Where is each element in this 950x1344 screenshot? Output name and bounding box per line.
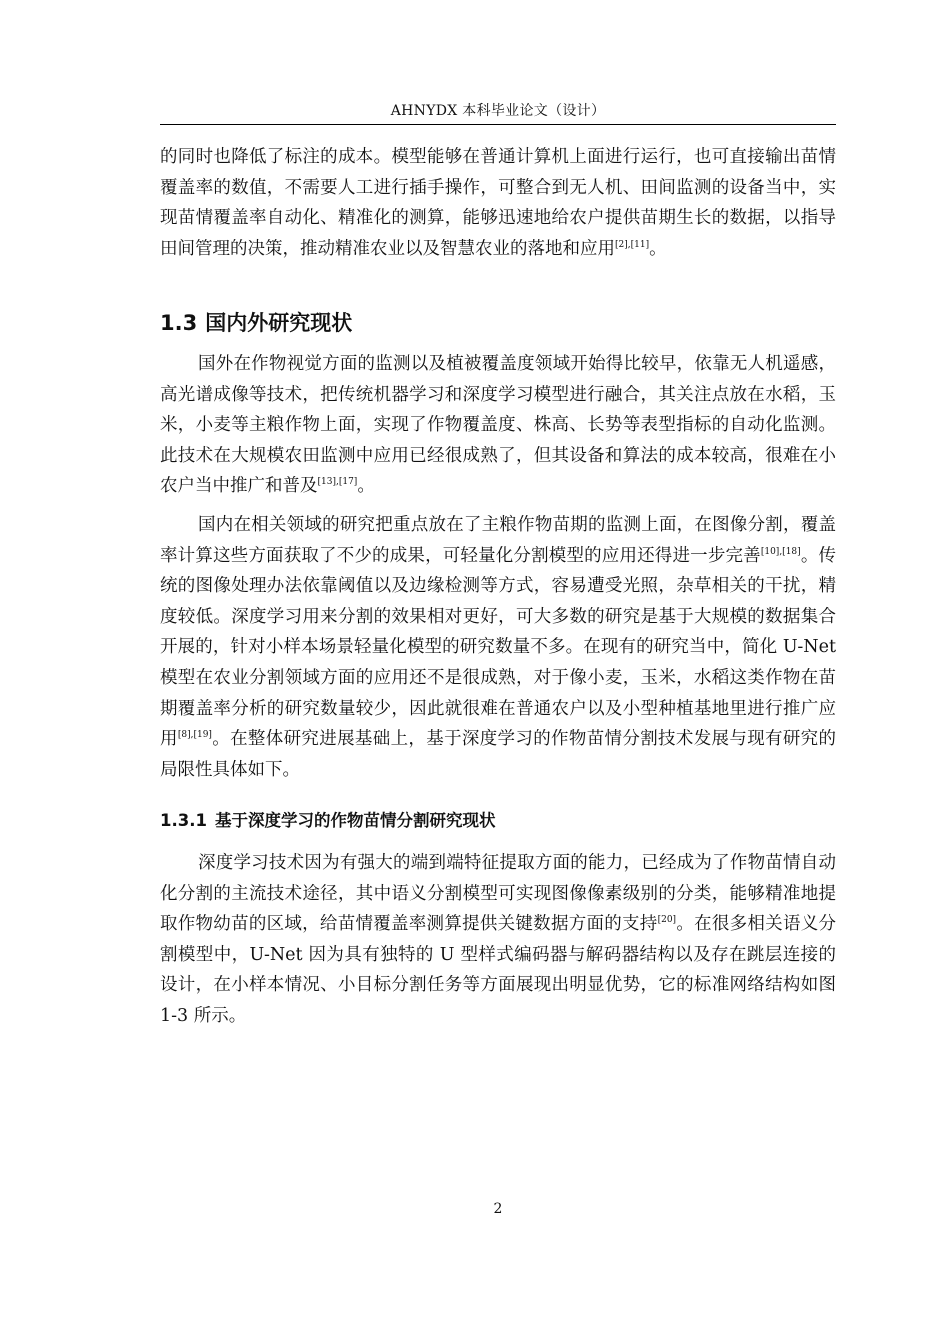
- citation: [13],[17]: [317, 477, 358, 488]
- paragraph-text: 国外在作物视觉方面的监测以及植被覆盖度领域开始得比较早，依靠无人机遥感，高光谱成像等技术，把传统机器学习和深度学习模型进行融合，其关注点放在水稻，玉米，小麦等主粮作物上面，实现了作物覆盖度、株高、长势等表型指标的自动化监测。此技术在大规模农田监测中应用已经很成熟了，但其设备和算法的成本较高，很难在小农户当中推广和普及: [160, 354, 836, 497]
- paragraph-text: 。在整体研究进展基础上，基于深度学习的作物苗情分割技术发展与现有研究的局限性具体如下。: [160, 729, 837, 780]
- paragraph-text: 。传统的图像处理办法依靠阈值以及边缘检测等方式，容易遭受光照，杂草相关的干扰，精度较低。深度学习用来分割的效果相对更好，可大多数的研究是基于大规模的数据集合开展的，针对小样本场景轻量化模型的研究数量不多。在现有的研究当中，简化 U-Net 模型在农业分割领域方面的应用还不是很成熟，对于像小麦，玉米，水稻这类作物在苗期覆盖率分析的研究数量较少，因此就很难在普通农户以及小型种植基地里进行推广应用: [160, 545, 836, 750]
- paragraph-foreign-research: [160, 349, 836, 502]
- citation: [20]: [657, 915, 677, 926]
- paragraph-text: 。在很多相关语义分割模型中，U-Net 因为具有独特的 U 型样式编码器与解码器结构以及存在跳层连接的设计，在小样本情况、小目标分割任务等方面展现出明显优势，它的标准网络结构如图 1-3 所示。: [160, 914, 836, 1026]
- section-number: 1.3: [160, 311, 198, 335]
- paragraph-end: 。: [357, 476, 375, 497]
- citation: [10],[18]: [760, 546, 801, 557]
- subsection-title: 基于深度学习的作物苗情分割研究现状: [214, 811, 496, 830]
- paragraph-text: 的同时也降低了标注的成本。模型能够在普通计算机上面进行运行，也可直接输出苗情覆盖率的数值，不需要人工进行插手操作，可整合到无人机、田间监测的设备当中，实现苗情覆盖率自动化、精准化的测算，能够迅速地给农户提供苗期生长的数据，以指导田间管理的决策，推动精准农业以及智慧农业的落地和应用: [160, 147, 836, 259]
- paragraph-text: 国内在相关领域的研究把重点放在了主粮作物苗期的监测上面，在图像分割，覆盖率计算这些方面获取了不少的成果，可轻量化分割模型的应用还得进一步完善: [160, 515, 836, 566]
- paragraph-deep-learning-segmentation: [160, 848, 836, 1032]
- subsection-number: 1.3.1: [160, 811, 207, 830]
- continuation-paragraph: [160, 142, 836, 264]
- section-title: 国内外研究现状: [205, 311, 353, 335]
- page-number: 2: [493, 1201, 503, 1217]
- paragraph-text: 深度学习技术因为有强大的端到端特征提取方面的能力，已经成为了作物苗情自动化分割的主流技术途径，其中语义分割模型可实现图像像素级别的分类，能够精准地提取作物幼苗的区域，给苗情覆盖率测算提供关键数据方面的支持: [160, 853, 836, 935]
- citation: [2],[11]: [615, 239, 650, 250]
- header-divider: [160, 124, 836, 125]
- running-header: AHNYDX 本科毕业论文（设计）: [390, 103, 606, 119]
- paragraph-end: 。: [649, 238, 667, 259]
- paragraph-domestic-research: [160, 510, 836, 785]
- citation: [8],[19]: [177, 730, 212, 741]
- section-heading-1-3: [160, 305, 352, 341]
- subsection-heading-1-3-1: [160, 806, 495, 836]
